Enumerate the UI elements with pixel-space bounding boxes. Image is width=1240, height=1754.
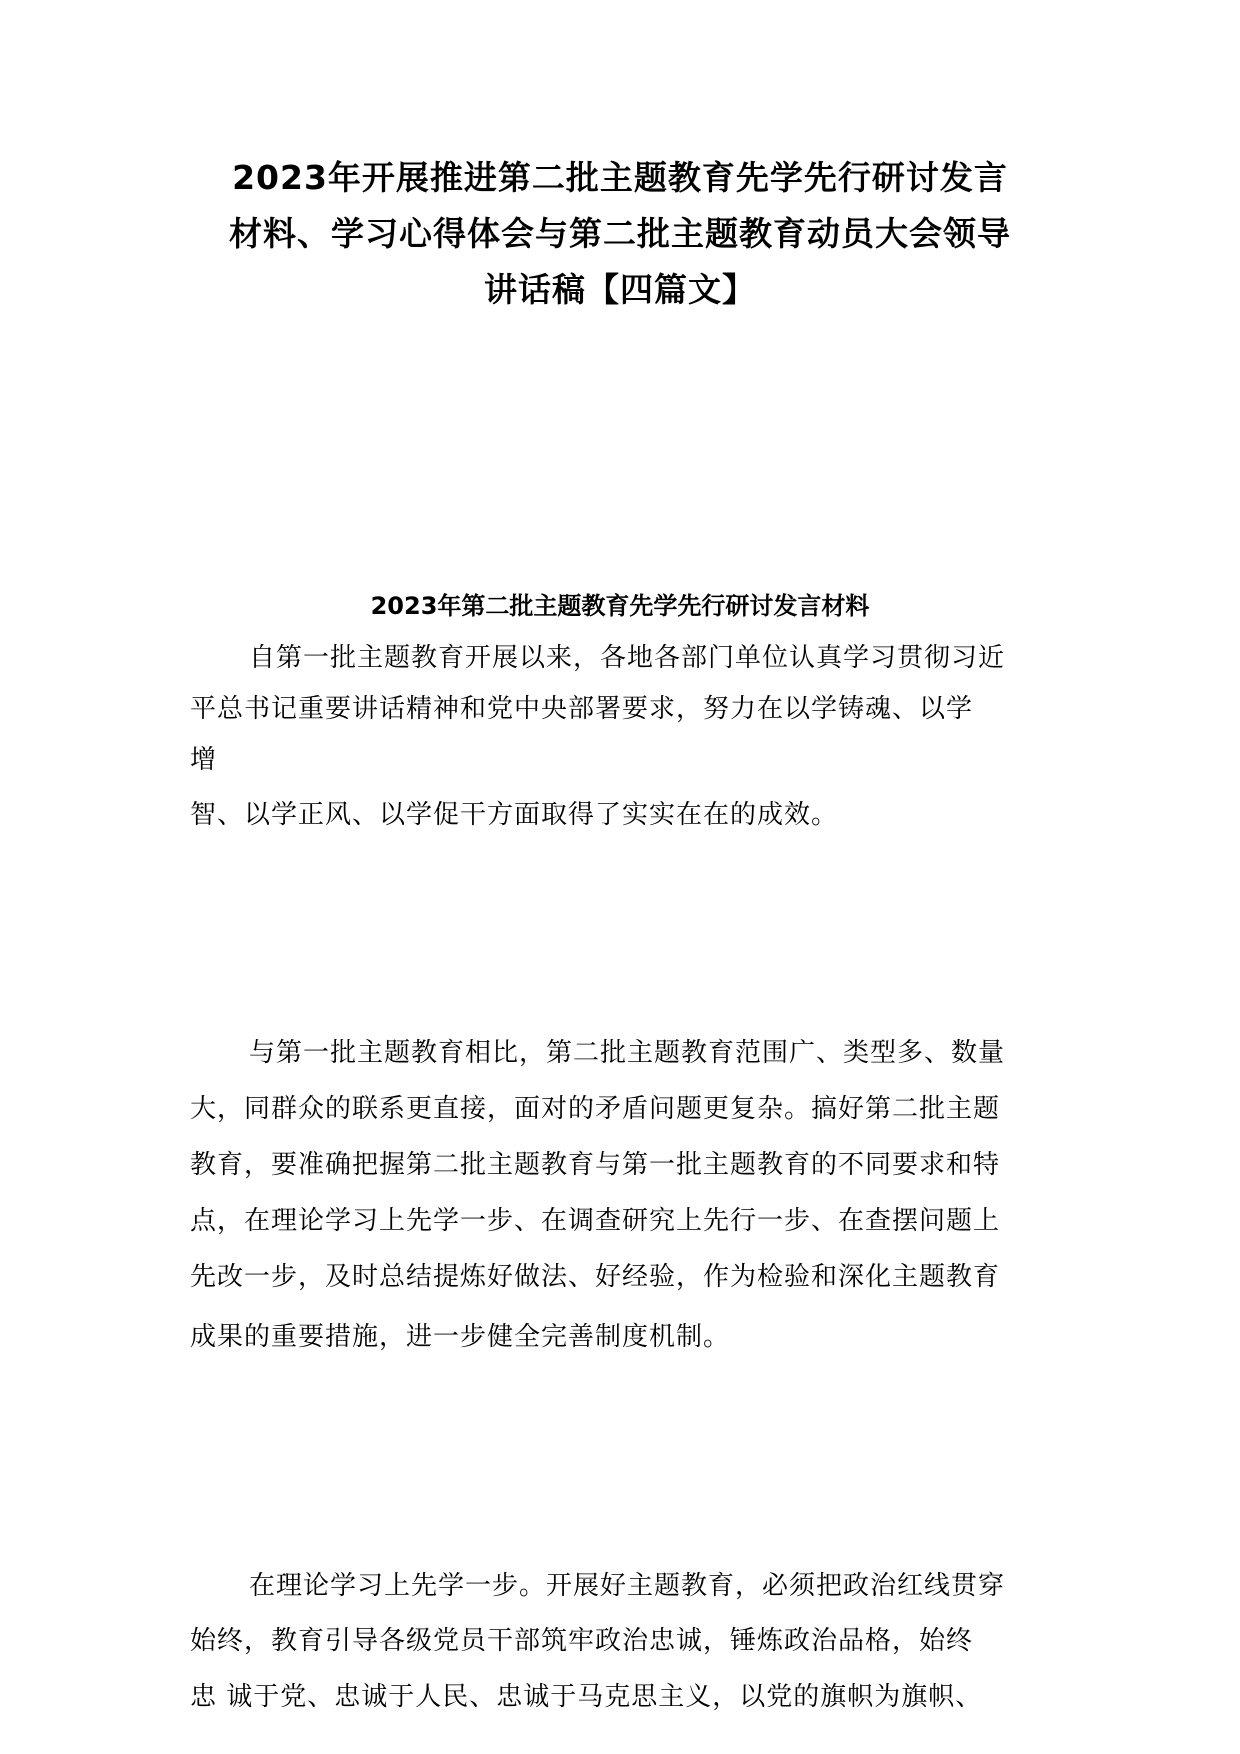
document-title-line: 讲话稿【四篇文】	[484, 270, 756, 309]
paragraph-3-line: 始终，教育引导各级党员干部筑牢政治忠诚，锤炼政治品格，始终	[190, 1626, 974, 1656]
paragraph-2-line: 大，同群众的联系更直接，面对的矛盾问题更复杂。搞好第二批主题	[190, 1094, 1001, 1124]
document-title-line: 材料、学习心得体会与第二批主题教育动员大会领导	[229, 214, 1011, 253]
paragraph-2-line: 教育，要准确把握第二批主题教育与第一批主题教育的不同要求和特	[190, 1150, 1001, 1180]
document-title	[160, 150, 1080, 318]
paragraph-1-line: 自第一批主题教育开展以来，各地各部门单位认真学习贯彻习近	[249, 643, 1006, 673]
paragraph-3-line: 在理论学习上先学一步。开展好主题教育，必须把政治红线贯穿	[249, 1571, 1006, 1601]
paragraph-2-line: 点，在理论学习上先学一步、在调查研究上先行一步、在查摆问题上	[190, 1206, 1001, 1236]
paragraph-1-line: 增	[190, 745, 218, 775]
section-title: 2023年第二批主题教育先学先行研讨发言材料	[370, 592, 870, 620]
paragraph-1-line: 智、以学正风、以学促干方面取得了实实在在的成效。	[190, 800, 839, 830]
paragraph-1-line: 平总书记重要讲话精神和党中央部署要求，努力在以学铸魂、以学	[190, 694, 974, 724]
paragraph-2-line: 成果的重要措施，进一步健全完善制度机制。	[190, 1322, 731, 1352]
paragraph-2-line: 先改一步，及时总结提炼好做法、好经验，作为检验和深化主题教育	[190, 1262, 1001, 1292]
paragraph-2-line: 与第一批主题教育相比，第二批主题教育范围广、类型多、数量	[249, 1038, 1006, 1068]
document-title-line: 2023年开展推进第二批主题教育先学先行研讨发言	[232, 158, 1008, 197]
paragraph-3-line: 忠 诚于党、忠诚于人民、忠诚于马克思主义，以党的旗帜为旗帜、	[190, 1682, 983, 1712]
